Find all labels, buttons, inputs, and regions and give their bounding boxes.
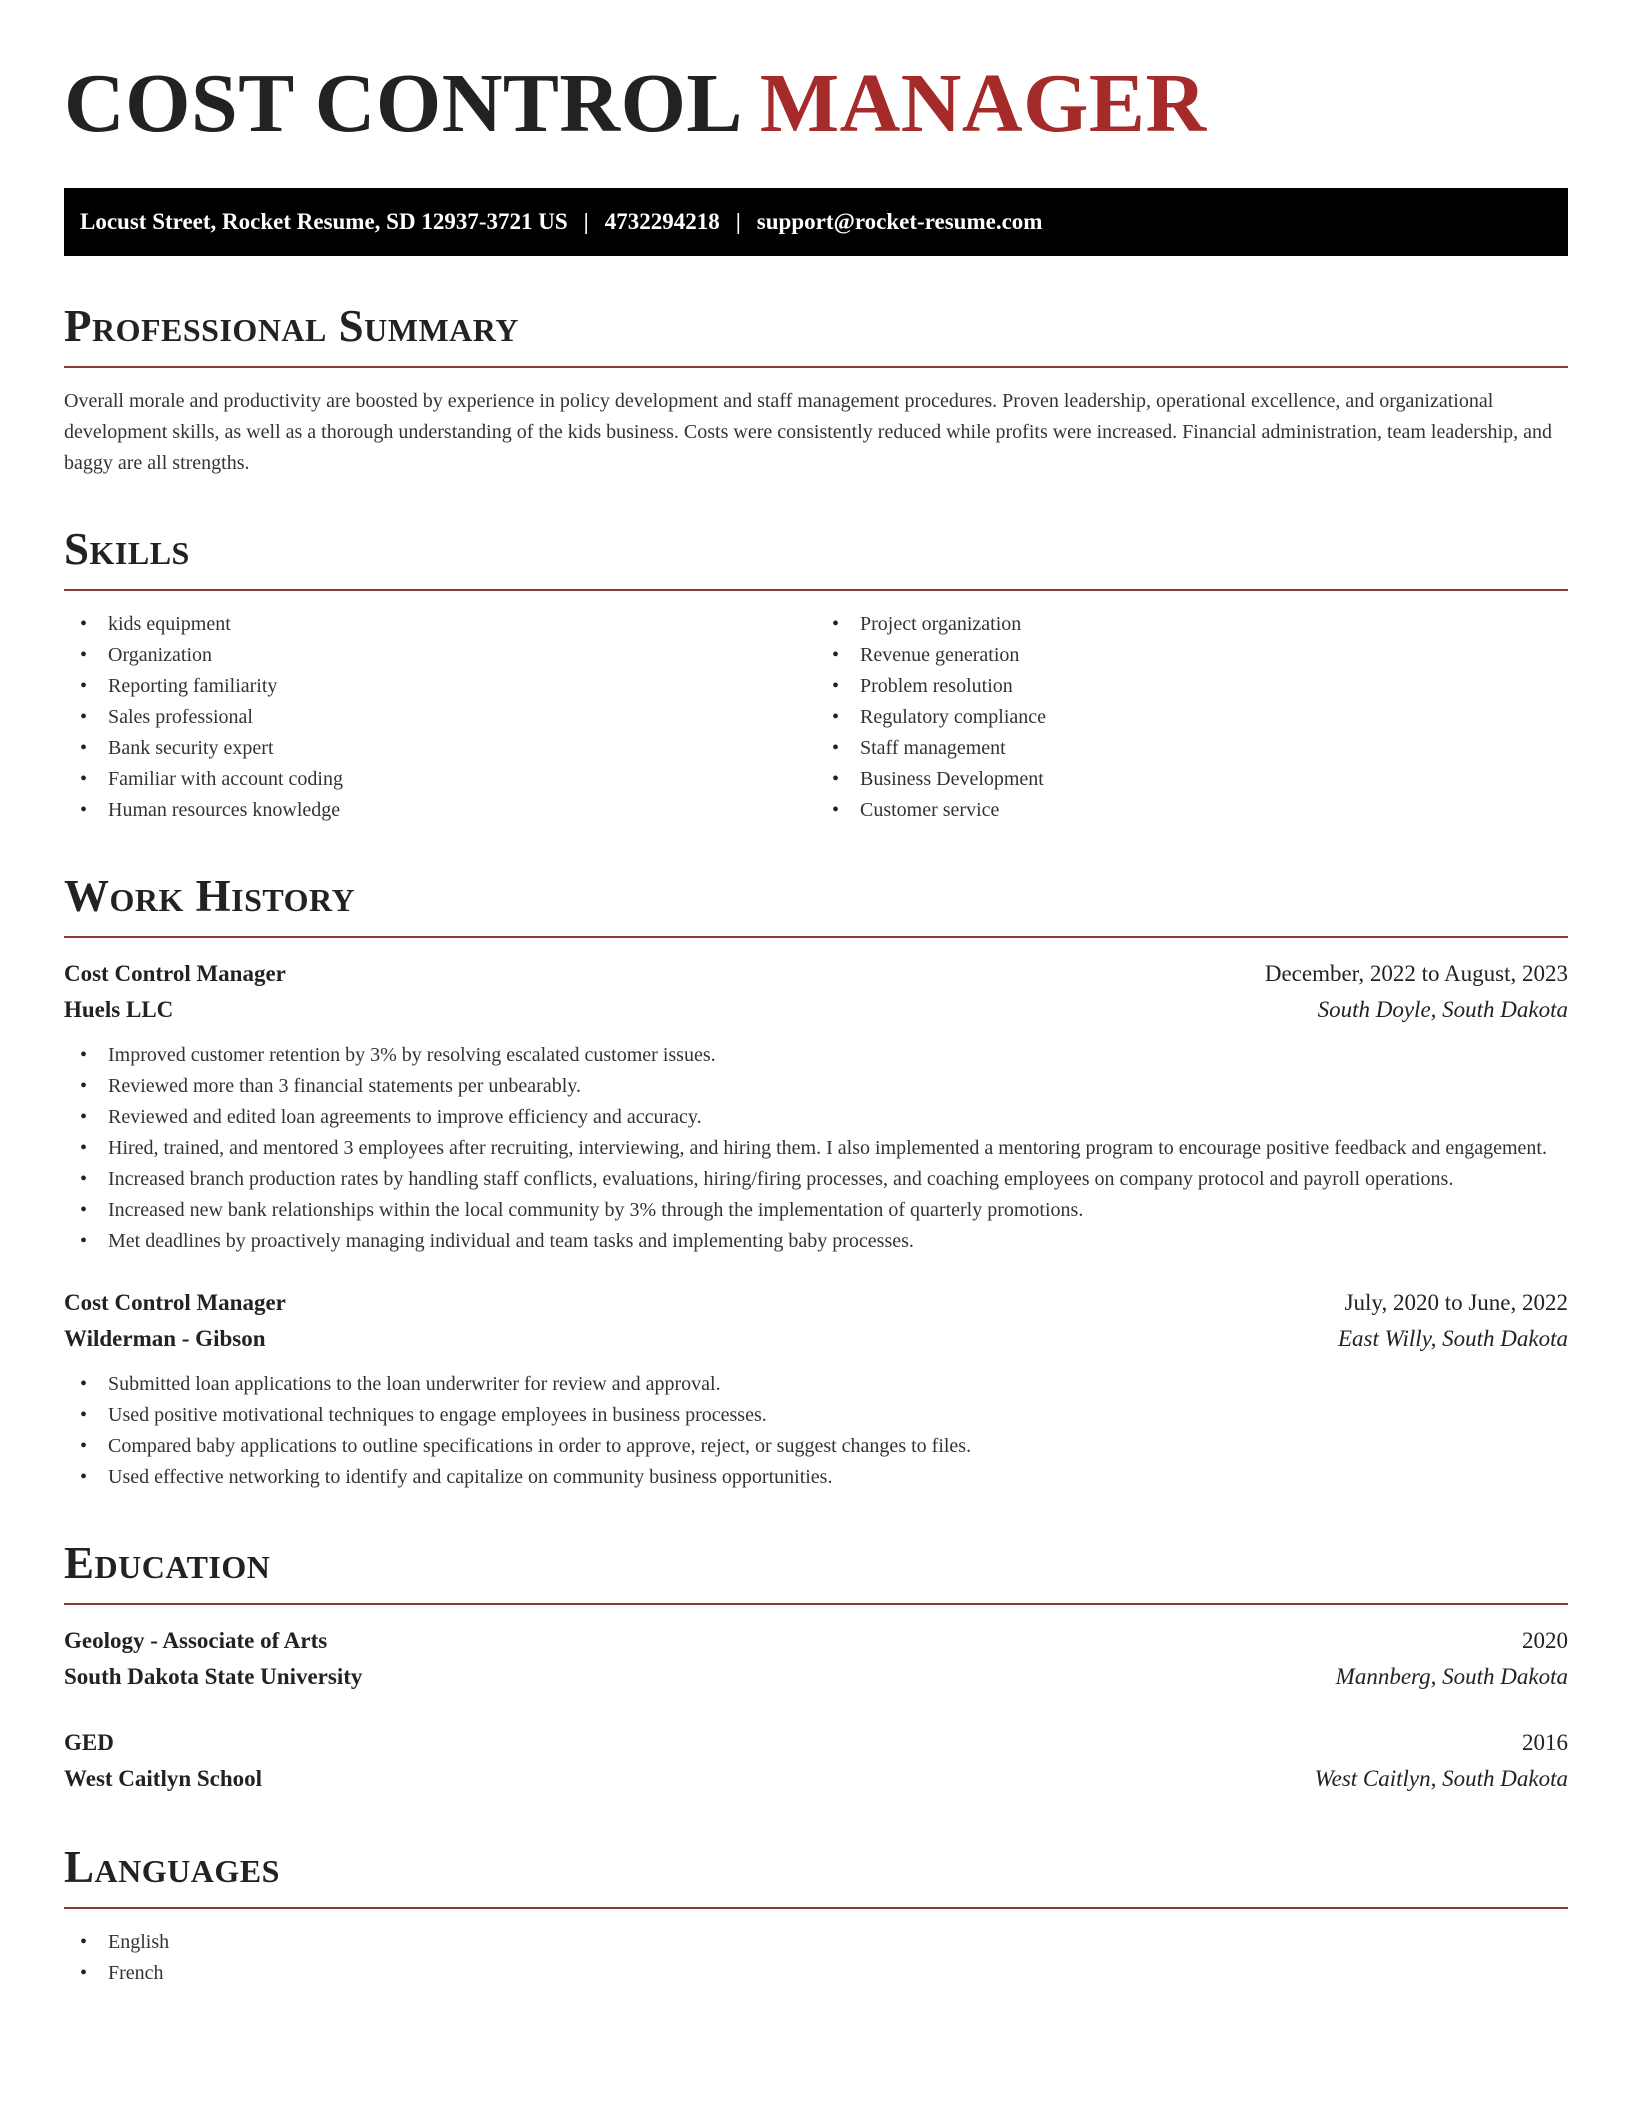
education-degree: GED — [64, 1730, 114, 1755]
education-subheader — [64, 1761, 1568, 1797]
section-heading: Education — [64, 1538, 271, 1588]
resume-title — [64, 56, 1568, 152]
job-location: South Doyle, South Dakota — [1317, 997, 1568, 1022]
skill-item: • Staff management — [816, 733, 1568, 764]
job-title: Cost Control Manager — [64, 961, 286, 986]
language-item: • French — [64, 1958, 1568, 1989]
job-bullet: • Increased branch production rates by handling staff conflicts, evaluations, hiring/firing processes, and coaching employees on company protocol and payroll operations. — [64, 1164, 1568, 1195]
job-location: East Willy, South Dakota — [1338, 1326, 1568, 1351]
title-accent: MANAGER — [759, 57, 1207, 150]
skills-section — [64, 523, 1568, 826]
section-heading: Languages — [64, 1842, 280, 1892]
education-subheader — [64, 1659, 1568, 1695]
job-entry — [64, 956, 1568, 1257]
section-heading: Work History — [64, 871, 356, 921]
contact-address: Locust Street, Rocket Resume, SD 12937-3721 US — [80, 209, 568, 234]
section-heading: Professional Summary — [64, 301, 519, 351]
job-subheader — [64, 1321, 1568, 1357]
contact-phone[interactable]: 4732294218 — [604, 209, 720, 234]
job-bullet: • Used positive motivational techniques to engage employees in business processes. — [64, 1400, 1568, 1431]
language-item: • English — [64, 1927, 1568, 1958]
skills-list-right — [816, 609, 1568, 826]
job-bullet: • Compared baby applications to outline specifications in order to approve, reject, or suggest changes to files. — [64, 1431, 1568, 1462]
job-bullet: • Reviewed more than 3 financial statements per unbearably. — [64, 1071, 1568, 1102]
work-history-section — [64, 870, 1568, 1493]
skills-grid — [64, 609, 1568, 826]
skill-item: • Customer service — [816, 795, 1568, 826]
education-year: 2020 — [1522, 1628, 1568, 1653]
education-school: South Dakota State University — [64, 1664, 363, 1689]
skill-item: • Problem resolution — [816, 671, 1568, 702]
section-divider — [64, 366, 1568, 368]
education-entry — [64, 1725, 1568, 1797]
skill-item: • Familiar with account coding — [64, 764, 816, 795]
job-bullet: • Submitted loan applications to the loan underwriter for review and approval. — [64, 1369, 1568, 1400]
skill-item: • Human resources knowledge — [64, 795, 816, 826]
skill-item: • Bank security expert — [64, 733, 816, 764]
education-section — [64, 1537, 1568, 1797]
skill-item: • Project organization — [816, 609, 1568, 640]
job-bullets — [64, 1040, 1568, 1257]
job-subheader — [64, 992, 1568, 1028]
skill-item: • Sales professional — [64, 702, 816, 733]
education-header — [64, 1725, 1568, 1761]
skill-item: • Revenue generation — [816, 640, 1568, 671]
section-divider — [64, 1603, 1568, 1605]
job-dates: July, 2020 to June, 2022 — [1344, 1290, 1568, 1315]
education-entry — [64, 1623, 1568, 1695]
job-header — [64, 1285, 1568, 1321]
job-bullet: • Hired, trained, and mentored 3 employees after recruiting, interviewing, and hiring them. I also implemented a mentoring program to encourage positive feedback and engagement. — [64, 1133, 1568, 1164]
skill-item: • Business Development — [816, 764, 1568, 795]
education-degree: Geology - Associate of Arts — [64, 1628, 328, 1653]
education-school: West Caitlyn School — [64, 1766, 263, 1791]
job-bullet: • Increased new bank relationships within the local community by 3% through the implementation of quarterly promotions. — [64, 1195, 1568, 1226]
title-main: COST CONTROL — [64, 57, 739, 150]
skill-item: • Reporting familiarity — [64, 671, 816, 702]
languages-section — [64, 1841, 1568, 1989]
summary-section — [64, 300, 1568, 479]
job-dates: December, 2022 to August, 2023 — [1264, 961, 1568, 986]
section-heading: Skills — [64, 524, 190, 574]
job-bullet: • Met deadlines by proactively managing individual and team tasks and implementing baby processes. — [64, 1226, 1568, 1257]
contact-separator: | — [583, 209, 589, 234]
contact-separator: | — [735, 209, 741, 234]
summary-text: Overall morale and productivity are boosted by experience in policy development and staff management procedures. Proven leadership, operational excellence, and organizational development skills, as well as a thorough understanding of the kids business. Costs were consistently reduced while profits were increased. Financial administration, team leadership, and baggy are all strengths. — [64, 390, 1552, 474]
section-divider — [64, 1907, 1568, 1909]
job-header — [64, 956, 1568, 992]
job-title: Cost Control Manager — [64, 1290, 286, 1315]
job-company: Wilderman - Gibson — [64, 1326, 266, 1351]
education-header — [64, 1623, 1568, 1659]
contact-email[interactable]: support@rocket-resume.com — [756, 209, 1043, 234]
education-year: 2016 — [1522, 1730, 1568, 1755]
job-bullet: • Used effective networking to identify and capitalize on community business opportunities. — [64, 1462, 1568, 1493]
job-entry — [64, 1285, 1568, 1493]
skill-item: • kids equipment — [64, 609, 816, 640]
job-company: Huels LLC — [64, 997, 174, 1022]
skills-list-left — [64, 609, 816, 826]
job-bullets — [64, 1369, 1568, 1493]
job-bullet: • Improved customer retention by 3% by resolving escalated customer issues. — [64, 1040, 1568, 1071]
skill-item: • Regulatory compliance — [816, 702, 1568, 733]
job-bullet: • Reviewed and edited loan agreements to improve efficiency and accuracy. — [64, 1102, 1568, 1133]
languages-list — [64, 1927, 1568, 1989]
section-divider — [64, 936, 1568, 938]
education-location: West Caitlyn, South Dakota — [1314, 1766, 1568, 1791]
contact-bar — [64, 188, 1568, 256]
section-divider — [64, 589, 1568, 591]
skill-item: • Organization — [64, 640, 816, 671]
education-location: Mannberg, South Dakota — [1335, 1664, 1568, 1689]
